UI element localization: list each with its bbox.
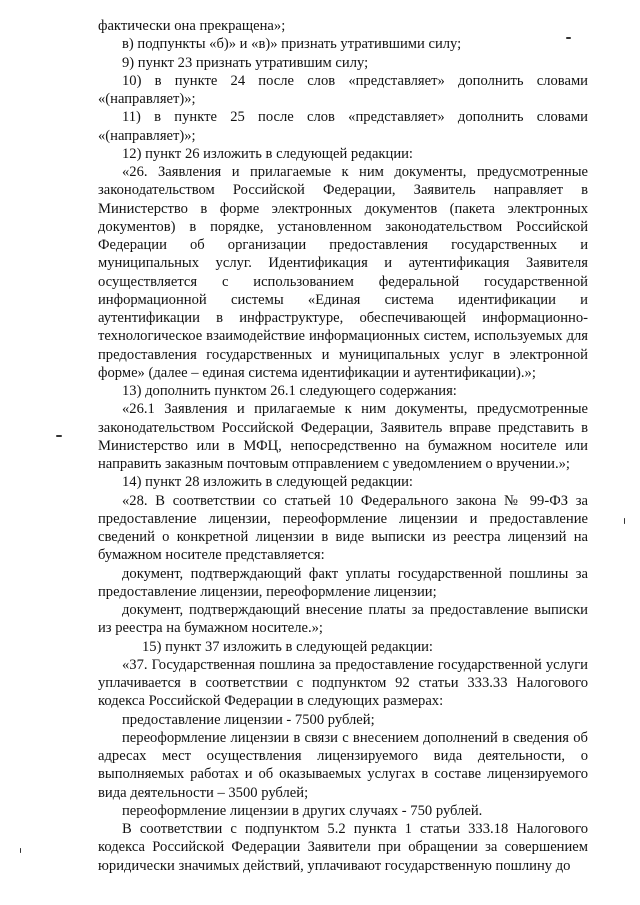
paragraph-17: переоформление лицензии в связи с внесением дополнений в сведения об адресах мест осуществления лицензируемого вида деятельности, о выполняемых работах и об оказываемых услугах в составе лицензируемого вида деятельности – 3500 рублей; [98, 729, 588, 801]
paragraph-18: переоформление лицензии в других случаях - 750 рублей. [122, 802, 483, 819]
paragraph-12: документ, подтверждающий факт уплаты государственной пошлины за предоставление лицензии, переоформление лицензии; [98, 565, 588, 600]
scan-speck [20, 848, 21, 853]
paragraph-3: 9) пункт 23 признать утратившим силу; [122, 54, 369, 71]
scan-speck [624, 518, 625, 524]
paragraph-6: 12) пункт 26 изложить в следующей редакции: [122, 145, 413, 162]
paragraph-14: 15) пункт 37 изложить в следующей редакции: [142, 638, 433, 655]
paragraph-19: В соответствии с подпунктом 5.2 пункта 1 статьи 333.18 Налогового кодекса Российской Федерации Заявители при обращении за совершением юридически значимых действий, уплачивают государственную пошлину до [98, 821, 588, 874]
document-body [98, 17, 588, 875]
paragraph-13: документ, подтверждающий внесение платы за предоставление выписки из реестра на бумажном носителе.»; [98, 602, 588, 637]
paragraph-5: 11) в пункте 25 после слов «представляет» дополнить словами «(направляет)»; [98, 109, 588, 144]
paragraph-8: 13) дополнить пунктом 26.1 следующего содержания: [122, 383, 457, 399]
paragraph-4: 10) в пункте 24 после слов «представляет» дополнить словами «(направляет)»; [98, 72, 588, 107]
paragraph-16: предоставление лицензии - 7500 рублей; [122, 711, 375, 728]
scan-speck [56, 435, 62, 437]
scan-speck [566, 37, 571, 39]
paragraph-2: в) подпункты «б)» и «в)» признать утратившими силу; [122, 36, 462, 53]
paragraph-11: «28. В соответствии со статьей 10 Федерального закона № 99-ФЗ за предоставление лицензии, переоформление лицензии и предоставление сведений о конкретной лицензии в виде выписки из реестра лицензий на бумажном носителе представляется: [98, 492, 588, 564]
paragraph-15: «37. Государственная пошлина за предоставление государственной услуги уплачивается в соответствии с подпунктом 92 статьи 333.33 Налогового кодекса Российской Федерации в следующих размерах: [98, 656, 588, 710]
paragraph-9: «26.1 Заявления и прилагаемые к ним документы, предусмотренные законодательством Российской Федерации, Заявитель вправе представить в Министерство или в МФЦ, непосредственно на бумажном носителе или направить заказным почтовым отправлением с уведомлением о вручении.»; [98, 401, 588, 472]
paragraph-7: «26. Заявления и прилагаемые к ним документы, предусмотренные законодательством Российской Федерации, Заявитель направляет в Министерство в форме электронных документов (пакета электронных документов) в порядке, установленном законодательством Российской Федерации об организации предоставления государственных и муниципальных услуг. Идентификация и аутентификация Заявителя осуществляется с использованием федеральной государственной информационной системы «Единая система идентификации и аутентификации в инфраструктуре, обеспечивающей информационно-технологическое взаимодействие информационных систем, используемых для предоставления государственных и муниципальных услуг в электронной форме» (далее – единая система идентификации и аутентификации).»; [98, 164, 588, 381]
paragraph-10: 14) пункт 28 изложить в следующей редакции: [122, 474, 413, 491]
paragraph-1: фактически она прекращена»; [98, 18, 286, 34]
